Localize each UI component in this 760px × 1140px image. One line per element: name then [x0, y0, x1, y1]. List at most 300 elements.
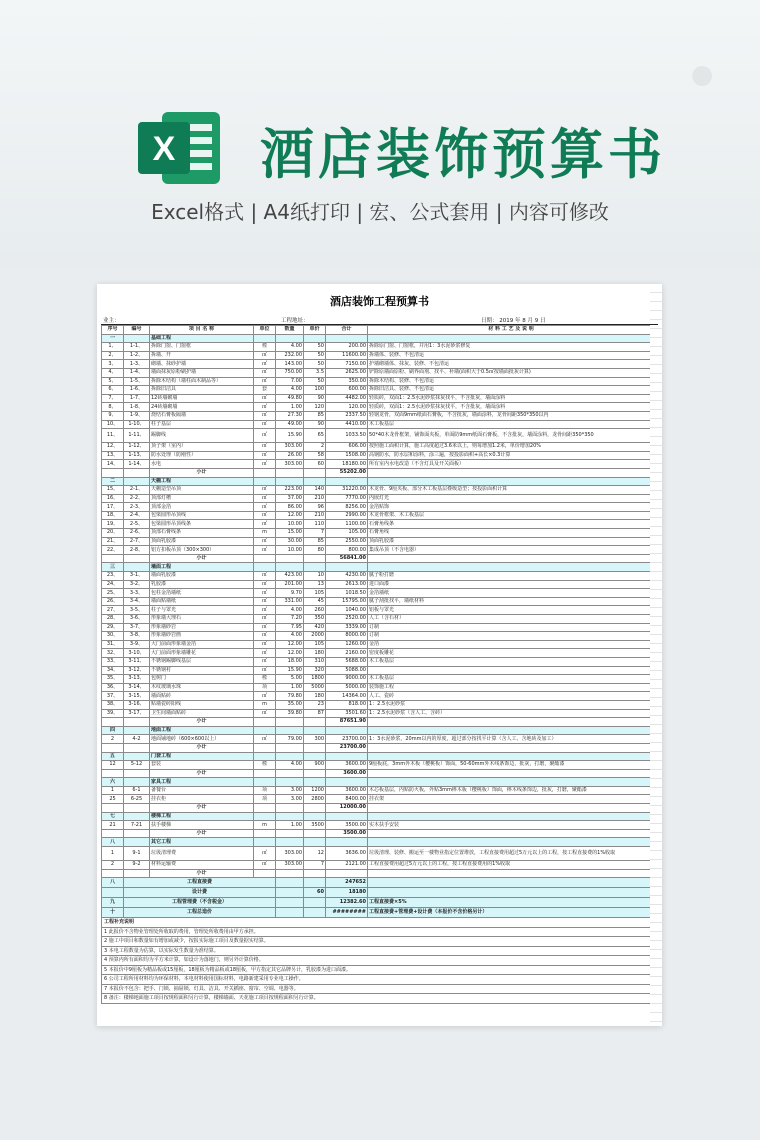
table-cell: 38、 — [102, 700, 124, 709]
table-cell: 2-2、 — [124, 494, 150, 503]
table-row — [102, 795, 655, 804]
section-number: 一 — [102, 334, 124, 343]
table-cell: 集成吊顶（不含电器） — [368, 546, 655, 555]
table-cell: 606.00 — [326, 443, 368, 452]
table-cell: ㎡ — [254, 580, 276, 589]
table-cell: 顶面乳胶漆 — [368, 537, 655, 546]
subtotal-amount: 3600.00 — [326, 769, 368, 778]
table-cell: ㎡ — [254, 597, 276, 606]
section-number: 三 — [102, 563, 124, 572]
table-cell: 拆除木结构（墙柱面木制品等） — [150, 377, 254, 386]
total-amount: 18180 — [326, 888, 368, 898]
table-cell: 实木扶手安装 — [368, 821, 655, 830]
table-cell: 12 — [102, 761, 124, 770]
table-cell: 105 — [304, 589, 326, 598]
table-cell: 2121.00 — [326, 861, 368, 870]
table-row — [102, 597, 655, 606]
table-cell: 12.00 — [276, 649, 304, 658]
table-cell: 30.00 — [276, 537, 304, 546]
table-cell: 4410.00 — [326, 420, 368, 429]
subtotal-cell — [304, 804, 326, 813]
table-cell: 18、 — [102, 511, 124, 520]
subtotal-cell — [124, 829, 150, 838]
section-cell — [368, 477, 655, 486]
table-row — [102, 451, 655, 460]
table-row — [102, 511, 655, 520]
table-row — [102, 666, 655, 675]
table-cell: 110 — [304, 520, 326, 529]
table-cell: 100 — [304, 386, 326, 395]
table-cell: 1-4、 — [124, 368, 150, 377]
col-header: 编号 — [124, 326, 150, 335]
table-cell: 1-13、 — [124, 451, 150, 460]
subtotal-cell — [102, 769, 124, 778]
table-cell: 砌墙、抹砂护墙 — [150, 360, 254, 369]
table-cell: 15.00 — [276, 529, 304, 538]
table-row — [102, 520, 655, 529]
table-row — [102, 537, 655, 546]
total-cell — [276, 898, 304, 908]
table-cell: 7770.00 — [326, 494, 368, 503]
table-cell: 顶部石膏线条 — [150, 529, 254, 538]
table-cell: 1-11、 — [124, 429, 150, 443]
table-cell: 201.00 — [276, 580, 304, 589]
table-cell: 1 — [102, 847, 124, 861]
table-cell: 2 — [304, 443, 326, 452]
table-cell: 9厘板底，3mm外木板（樱桃板）饰面，50-60mm外木线条饰边，批灰，打磨，聚酯漆 — [368, 761, 655, 770]
col-header: 序号 — [102, 326, 124, 335]
table-cell: 23700.00 — [326, 735, 368, 744]
table-row — [102, 623, 655, 632]
table-cell: 15795.00 — [326, 597, 368, 606]
table-row — [102, 420, 655, 429]
section-spacer — [124, 726, 150, 735]
table-cell: 2550.00 — [326, 537, 368, 546]
table-cell: 墙面抹灰原粉刷护墙 — [150, 368, 254, 377]
table-cell: 1-6、 — [124, 386, 150, 395]
table-row — [102, 700, 655, 709]
page-title: 酒店装饰预算书 — [260, 123, 666, 186]
subtotal-amount: 56841.00 — [326, 554, 368, 563]
table-cell: ㎡ — [254, 377, 276, 386]
table-cell: 1-7、 — [124, 394, 150, 403]
table-cell: 45 — [304, 597, 326, 606]
table-cell: 3501.60 — [326, 709, 368, 718]
subtotal-label: 小计 — [150, 554, 254, 563]
table-row — [102, 657, 655, 666]
table-cell: 7 — [304, 861, 326, 870]
total-row — [102, 908, 655, 918]
table-cell: 顶部金箔 — [150, 503, 254, 512]
table-cell: m — [254, 529, 276, 538]
table-cell: ㎡ — [254, 511, 276, 520]
table-cell: 25、 — [102, 589, 124, 598]
table-cell: ㎡ — [254, 429, 276, 443]
table-cell: ㎡ — [254, 861, 276, 870]
table-cell: 6、 — [102, 386, 124, 395]
table-cell: 1.00 — [276, 821, 304, 830]
table-cell: 818.00 — [326, 700, 368, 709]
subtotal-amount — [326, 869, 368, 878]
table-cell: 踢脚线 — [150, 429, 254, 443]
table-cell: 31、 — [102, 640, 124, 649]
table-row — [102, 546, 655, 555]
subtotal-label: 小计 — [150, 718, 254, 727]
table-cell: 铝方扣板吊顶（300×300） — [150, 546, 254, 555]
table-cell: 柱子与罩光 — [150, 606, 254, 615]
table-cell: 26、 — [102, 597, 124, 606]
table-row — [102, 692, 655, 701]
table-cell: ㎡ — [254, 572, 276, 581]
table-cell: 1-2、 — [124, 351, 150, 360]
table-cell: 木工板基层 — [368, 657, 655, 666]
table-cell: 木龙骨框架、木工板基层 — [368, 511, 655, 520]
total-cell — [276, 908, 304, 918]
table-row — [102, 589, 655, 598]
table-cell: 3.00 — [276, 786, 304, 795]
subtotal-cell — [276, 804, 304, 813]
total-cell — [276, 878, 304, 888]
table-cell: 3339.00 — [326, 623, 368, 632]
table-cell: 180 — [304, 649, 326, 658]
table-cell: 2613.00 — [326, 580, 368, 589]
section-cell — [368, 812, 655, 821]
table-cell: 护墙砌墙体、抹灰、装修、不包清运 — [368, 360, 655, 369]
subtotal-cell — [254, 804, 276, 813]
table-row — [102, 429, 655, 443]
table-cell: ㎡ — [254, 494, 276, 503]
table-cell: 挂衣架 — [368, 795, 655, 804]
total-qty: 60 — [304, 888, 326, 898]
table-cell: 24砖墙砌墙 — [150, 403, 254, 412]
section-cell — [276, 778, 304, 787]
section-row — [102, 477, 655, 486]
table-cell: 3-4、 — [124, 597, 150, 606]
table-row — [102, 761, 655, 770]
table-cell: 拆除旧洁具 — [150, 386, 254, 395]
subtotal-row — [102, 769, 655, 778]
table-cell: 27.30 — [276, 411, 304, 420]
subtotal-cell — [102, 804, 124, 813]
table-cell: 58 — [304, 451, 326, 460]
table-cell: 装饰施工程 — [368, 683, 655, 692]
total-number: 八 — [102, 878, 124, 888]
table-cell: 形象墙大理石 — [150, 615, 254, 624]
table-cell: 6-1 — [124, 786, 150, 795]
table-cell: 12.00 — [276, 511, 304, 520]
section-name: 天棚工程 — [150, 477, 254, 486]
col-header: 数量 — [276, 326, 304, 335]
table-cell: 4230.00 — [326, 572, 368, 581]
table-cell: 9000.00 — [326, 675, 368, 684]
table-cell: 320 — [304, 666, 326, 675]
table-cell: 柱子基层 — [150, 420, 254, 429]
subtotal-row — [102, 468, 655, 477]
table-cell: 拆除原门窗、门窗框，并用1：3水泥砂浆修复 — [368, 343, 655, 352]
table-cell: 1200 — [304, 786, 326, 795]
section-row — [102, 563, 655, 572]
table-cell: 1-14、 — [124, 460, 150, 469]
subtotal-cell — [368, 769, 655, 778]
table-cell: 地面铺地砖（600×600以上） — [150, 735, 254, 744]
table-cell: 7.00 — [276, 377, 304, 386]
section-cell — [368, 752, 655, 761]
subtotal-cell — [304, 829, 326, 838]
table-row — [102, 615, 655, 624]
section-spacer — [124, 752, 150, 761]
table-cell: ㎡ — [254, 351, 276, 360]
table-cell: 3-16、 — [124, 700, 150, 709]
subtotal-amount: 55202.00 — [326, 468, 368, 477]
table-cell: 拆除旧洁具、装修、不包清运 — [368, 386, 655, 395]
table-cell: 11、 — [102, 429, 124, 443]
subtotal-label: 小计 — [150, 804, 254, 813]
table-cell: 套 — [254, 386, 276, 395]
total-number — [102, 888, 124, 898]
table-cell: 50 — [304, 360, 326, 369]
subtotal-cell — [304, 769, 326, 778]
table-cell: 包树门 — [150, 675, 254, 684]
section-cell — [254, 812, 276, 821]
table-cell: 1、 — [102, 343, 124, 352]
table-cell: 50 — [304, 377, 326, 386]
table-row — [102, 486, 655, 495]
table-cell: 24、 — [102, 580, 124, 589]
subtotal-label: 小计 — [150, 769, 254, 778]
table-cell: 2-7、 — [124, 537, 150, 546]
table-cell: 303.00 — [276, 847, 304, 861]
table-cell: 300 — [304, 735, 326, 744]
col-header: 单价 — [304, 326, 326, 335]
table-cell: 10.00 — [276, 520, 304, 529]
table-cell: 3-2、 — [124, 580, 150, 589]
table-cell: 303.00 — [276, 861, 304, 870]
table-cell: 1 — [102, 786, 124, 795]
table-cell: 拆墙体、装修、不包清运 — [368, 351, 655, 360]
subtotal-cell — [276, 743, 304, 752]
spreadsheet-gridlines — [650, 284, 662, 1026]
table-cell: 31220.00 — [326, 486, 368, 495]
table-cell: 19、 — [102, 520, 124, 529]
table-cell: 350 — [304, 615, 326, 624]
table-cell: 9-1 — [124, 847, 150, 861]
subtotal-cell — [276, 829, 304, 838]
table-row — [102, 632, 655, 641]
table-cell: 14364.00 — [326, 692, 368, 701]
sheet-title: 酒店装饰工程预算书 — [330, 295, 429, 308]
subtotal-row — [102, 743, 655, 752]
table-row — [102, 580, 655, 589]
table-cell: 8、 — [102, 403, 124, 412]
table-cell: 210 — [304, 494, 326, 503]
section-spacer — [124, 778, 150, 787]
table-cell: 木工板基层 — [368, 675, 655, 684]
table-cell: 腻子刮批找平，墙纸材料 — [368, 597, 655, 606]
section-cell — [368, 334, 655, 343]
section-cell — [276, 477, 304, 486]
section-cell — [326, 778, 368, 787]
total-note: 工程直接费×5% — [368, 898, 655, 908]
subtotal-cell — [102, 869, 124, 878]
section-cell — [254, 334, 276, 343]
table-cell: ㎡ — [254, 451, 276, 460]
table-cell: ㎡ — [254, 411, 276, 420]
table-row — [102, 360, 655, 369]
table-cell: 37、 — [102, 692, 124, 701]
table-cell: 80 — [304, 546, 326, 555]
table-cell: 105 — [304, 640, 326, 649]
subtotal-row — [102, 554, 655, 563]
table-cell: 5088.00 — [326, 666, 368, 675]
subtotal-amount: 12000.00 — [326, 804, 368, 813]
budget-sheet — [97, 284, 662, 1026]
table-cell: 1040.00 — [326, 606, 368, 615]
table-cell: 2625.00 — [326, 368, 368, 377]
subtotal-cell — [254, 554, 276, 563]
total-label: 工程直接费 — [124, 878, 276, 888]
subtotal-cell — [368, 869, 655, 878]
table-cell: 2-8、 — [124, 546, 150, 555]
table-cell: 37.00 — [276, 494, 304, 503]
section-spacer — [124, 812, 150, 821]
table-cell: 进口面漆 — [368, 580, 655, 589]
table-cell: 5-12 — [124, 761, 150, 770]
table-cell: 1018.50 — [326, 589, 368, 598]
table-cell: 50*40木龙骨框架，铺饰面夹板，单面防9mm纸面石膏板，不含批灰，墙面涂料，龙骨间距350*350 — [368, 429, 655, 443]
table-cell: 3-14、 — [124, 683, 150, 692]
table-row — [102, 735, 655, 744]
table-cell: 所有室内水电改造（不含灯具及开关面板） — [368, 460, 655, 469]
table-cell: ㎡ — [254, 460, 276, 469]
subtotal-cell — [304, 869, 326, 878]
table-cell: 1033.50 — [326, 429, 368, 443]
subtotal-cell — [276, 718, 304, 727]
section-cell — [326, 563, 368, 572]
table-cell: 3-3、 — [124, 589, 150, 598]
subtotal-cell — [102, 829, 124, 838]
subtotal-cell — [124, 468, 150, 477]
table-row — [102, 675, 655, 684]
table-cell: 17、 — [102, 503, 124, 512]
table-cell: 墙面贴砖 — [150, 692, 254, 701]
table-cell: 3-1、 — [124, 572, 150, 581]
subtotal-cell — [276, 554, 304, 563]
table-cell: 贴墙瓷砖阳线 — [150, 700, 254, 709]
table-cell: 大门前面形象墙雕花 — [150, 649, 254, 658]
subtotal-cell — [368, 743, 655, 752]
section-name: 楼梯工程 — [150, 812, 254, 821]
table-cell: ㎡ — [254, 709, 276, 718]
table-cell: 32、 — [102, 649, 124, 658]
total-number: 九 — [102, 898, 124, 908]
table-cell: 备餐台 — [150, 786, 254, 795]
table-cell: 金箔贴饰 — [368, 503, 655, 512]
table-cell: 拆除木结构、装修、不包清运 — [368, 377, 655, 386]
subtotal-amount: 23700.00 — [326, 743, 368, 752]
table-row — [102, 861, 655, 870]
table-cell: 2-4、 — [124, 511, 150, 520]
table-cell: 9、 — [102, 411, 124, 420]
table-cell: 烧结石膏板隔墙 — [150, 411, 254, 420]
budget-table — [101, 325, 655, 918]
subtotal-cell — [276, 468, 304, 477]
table-cell: 210 — [304, 511, 326, 520]
table-cell: 1100.00 — [326, 520, 368, 529]
table-row — [102, 649, 655, 658]
meta-owner: 业主： — [103, 318, 120, 324]
total-cell — [276, 888, 304, 898]
table-cell: 27、 — [102, 606, 124, 615]
table-cell: 人工、瓷砖 — [368, 692, 655, 701]
table-cell: ㎡ — [254, 847, 276, 861]
total-row — [102, 888, 655, 898]
total-qty — [304, 898, 326, 908]
section-name: 地面工程 — [150, 726, 254, 735]
table-cell: 18180.00 — [326, 460, 368, 469]
table-cell: 260 — [304, 606, 326, 615]
section-spacer — [124, 477, 150, 486]
section-cell — [276, 838, 304, 847]
meta-date: 日期： 2019 年 8 月 9 日 — [481, 318, 546, 324]
table-cell: 木工板基层 — [368, 420, 655, 429]
section-cell — [326, 838, 368, 847]
table-cell: 轻质砖，双面1：2.5水泥砂浆抹灰找平，不含批灰，墙面涂料 — [368, 394, 655, 403]
table-cell: 4.00 — [276, 761, 304, 770]
table-cell: 15、 — [102, 486, 124, 495]
table-cell: ㎡ — [254, 520, 276, 529]
excel-logo-icon — [132, 100, 228, 196]
subtotal-cell — [368, 468, 655, 477]
section-cell — [326, 812, 368, 821]
table-cell: 垃圾清理费 — [150, 847, 254, 861]
table-cell: 大门前面形象墙金箔 — [150, 640, 254, 649]
table-cell: 3500 — [304, 821, 326, 830]
table-cell: 35.00 — [276, 700, 304, 709]
total-qty — [304, 908, 326, 918]
table-cell: 高钢防水，防水层和涂料，涂三遍，按投影面积+高长×0.3计算 — [368, 451, 655, 460]
note-item: 7 本报价不包含：把手、门锁、抽屉锁、灯具、洁具、开关插座、窗帘、空调、电器等。 — [101, 985, 654, 995]
subtotal-cell — [368, 804, 655, 813]
table-cell: 232.00 — [276, 351, 304, 360]
table-row — [102, 460, 655, 469]
table-cell: 13 — [304, 580, 326, 589]
table-cell: 顶子架（室内） — [150, 443, 254, 452]
table-cell: 2000 — [304, 632, 326, 641]
section-cell — [326, 726, 368, 735]
table-cell: 85 — [304, 537, 326, 546]
subtotal-cell — [124, 743, 150, 752]
subtotal-row — [102, 804, 655, 813]
col-header: 材 料 工 艺 及 说 明 — [368, 326, 655, 335]
table-cell: 木纹玻璃水珠 — [150, 683, 254, 692]
table-cell: 2520.00 — [326, 615, 368, 624]
table-cell: m — [254, 821, 276, 830]
section-cell — [368, 563, 655, 572]
table-cell: 3、 — [102, 360, 124, 369]
table-cell: 25 — [102, 795, 124, 804]
table-cell: 密度板雕花 — [368, 649, 655, 658]
table-cell: 包梁圆形吊顶线 — [150, 511, 254, 520]
table-cell: 铲除原墙面原粉、刷界面剂、找平、补墙(面积大于0.5㎡按墙面批灰计算) — [368, 368, 655, 377]
table-cell: 樘 — [254, 675, 276, 684]
table-cell — [368, 666, 655, 675]
table-cell: 36、 — [102, 683, 124, 692]
table-cell: 26.00 — [276, 451, 304, 460]
table-cell: 铝板与罩光 — [368, 606, 655, 615]
table-cell: 4-2 — [124, 735, 150, 744]
table-cell: 1：2.5水泥砂浆（含人工、含砖） — [368, 709, 655, 718]
table-cell: 3-7、 — [124, 623, 150, 632]
